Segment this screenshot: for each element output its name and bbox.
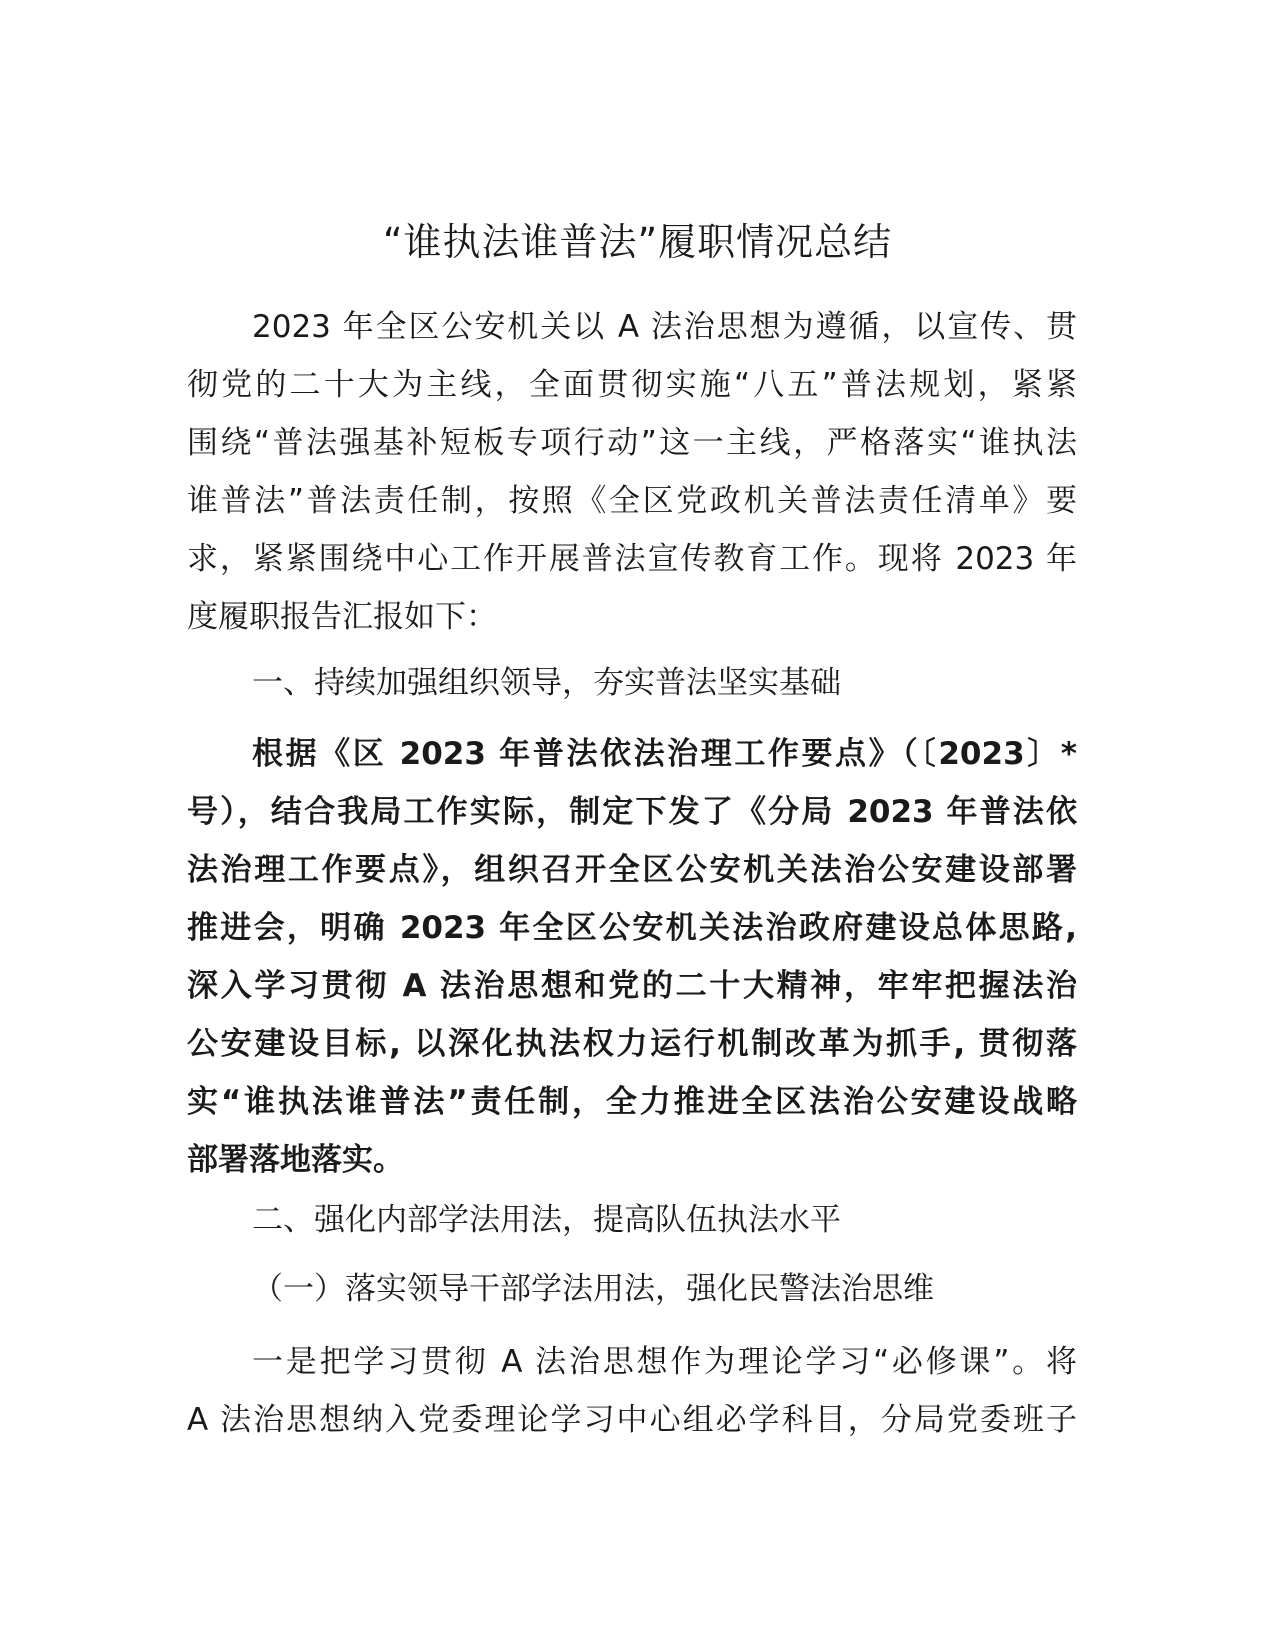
paragraph-line: 实“谁执法谁普法”责任制，全力推进全区法治公安建设战略 — [187, 1084, 1077, 1120]
paragraph-line: 彻党的二十大为主线，全面贯彻实施“八五”普法规划，紧紧 — [187, 367, 1077, 403]
paragraph-line: 谁普法”普法责任制，按照《全区党政机关普法责任清单》要 — [187, 483, 1077, 519]
paragraph-line: 围绕“普法强基补短板专项行动”这一主线，严格落实“谁执法 — [187, 425, 1077, 461]
paragraph-line: 度履职报告汇报如下： — [187, 599, 497, 635]
section-heading-2 — [187, 1191, 1077, 1249]
paragraph-line: 公安建设目标, 以深化执法权力运行机制改革为抓手, 贯彻落 — [187, 1026, 1077, 1062]
paragraph-line: 部署落地落实。 — [187, 1142, 404, 1178]
document-title: “谁执法谁普法”履职情况总结 — [382, 220, 893, 264]
paragraph-line: 推进会，明确 2023 年全区公安机关法治政府建设总体思路, — [187, 910, 1077, 946]
paragraph-line: 2023 年全区公安机关以 A 法治思想为遵循，以宣传、贯 — [252, 309, 1077, 345]
subsection-heading-1 — [187, 1260, 1077, 1318]
heading-text: 二、强化内部学法用法，提高队伍执法水平 — [252, 1202, 841, 1238]
intro-paragraph — [187, 298, 1077, 646]
paragraph-line: 深入学习贯彻 A 法治思想和党的二十大精神，牢牢把握法治 — [187, 968, 1077, 1004]
subsection-1-paragraph — [187, 1333, 1077, 1449]
paragraph-line: 号），结合我局工作实际，制定下发了《分局 2023 年普法依 — [187, 794, 1077, 830]
paragraph-line: 法治理工作要点》，组织召开全区公安机关法治公安建设部署 — [187, 852, 1077, 888]
paragraph-line: 一是把学习贯彻 A 法治思想作为理论学习“必修课”。将 — [252, 1344, 1077, 1380]
paragraph-line: 根据《区 2023 年普法依法治理工作要点》（〔2023〕* — [252, 736, 1077, 772]
section-1-paragraph — [187, 725, 1077, 1189]
heading-text: （一）落实领导干部学法用法，强化民警法治思维 — [252, 1271, 934, 1307]
paragraph-line: A 法治思想纳入党委理论学习中心组必学科目，分局党委班子 — [187, 1402, 1077, 1438]
heading-text: 一、持续加强组织领导，夯实普法坚实基础 — [252, 665, 841, 701]
section-heading-1 — [187, 654, 1077, 712]
paragraph-line: 求，紧紧围绕中心工作开展普法宣传教育工作。现将 2023 年 — [187, 541, 1077, 577]
